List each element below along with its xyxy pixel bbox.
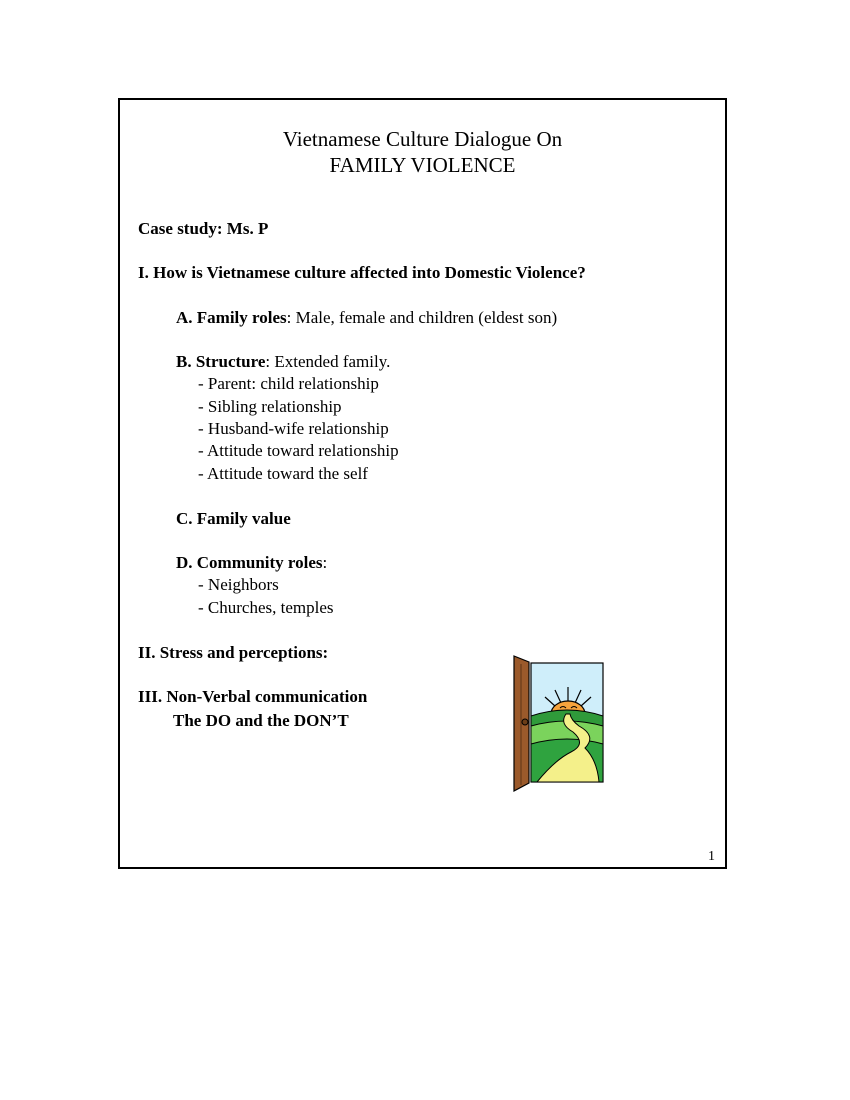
community-roles-item	[176, 552, 327, 574]
title-line-1: Vietnamese Culture Dialogue On	[282, 127, 563, 151]
community-roles-text: :	[322, 553, 328, 572]
section-1-heading: I. How is Vietnamese culture affected into Domestic Violence?	[138, 263, 586, 282]
structure-label: B. Structure	[176, 352, 266, 371]
structure-subitem: - Sibling relationship	[198, 397, 342, 416]
section-2-heading: II. Stress and perceptions:	[138, 643, 329, 662]
section-3-subheading: The DO and the DON’T	[173, 711, 349, 730]
family-roles-label: A. Family roles	[176, 308, 287, 327]
slide-page	[118, 98, 727, 869]
section-3-heading: III. Non-Verbal communication	[138, 687, 368, 706]
structure-text: : Extended family.	[265, 352, 391, 371]
family-roles-text: : Male, female and children (eldest son)	[286, 308, 558, 327]
family-roles-item	[176, 307, 557, 329]
open-door-sunrise-path-icon	[511, 652, 607, 794]
community-subitem: - Neighbors	[198, 575, 279, 594]
structure-subitem: - Husband-wife relationship	[198, 419, 389, 438]
structure-subitem: - Parent: child relationship	[198, 374, 379, 393]
community-roles-label: D. Community roles	[176, 553, 323, 572]
structure-subitem: - Attitude toward relationship	[198, 441, 399, 460]
case-study-heading: Case study: Ms. P	[138, 219, 269, 238]
structure-subitem: - Attitude toward the self	[198, 464, 368, 483]
title-line-2: FAMILY VIOLENCE	[329, 153, 516, 177]
family-value-item: C. Family value	[176, 509, 291, 528]
page-number: 1	[708, 849, 715, 864]
structure-item	[176, 351, 390, 373]
community-subitem: - Churches, temples	[198, 598, 334, 617]
